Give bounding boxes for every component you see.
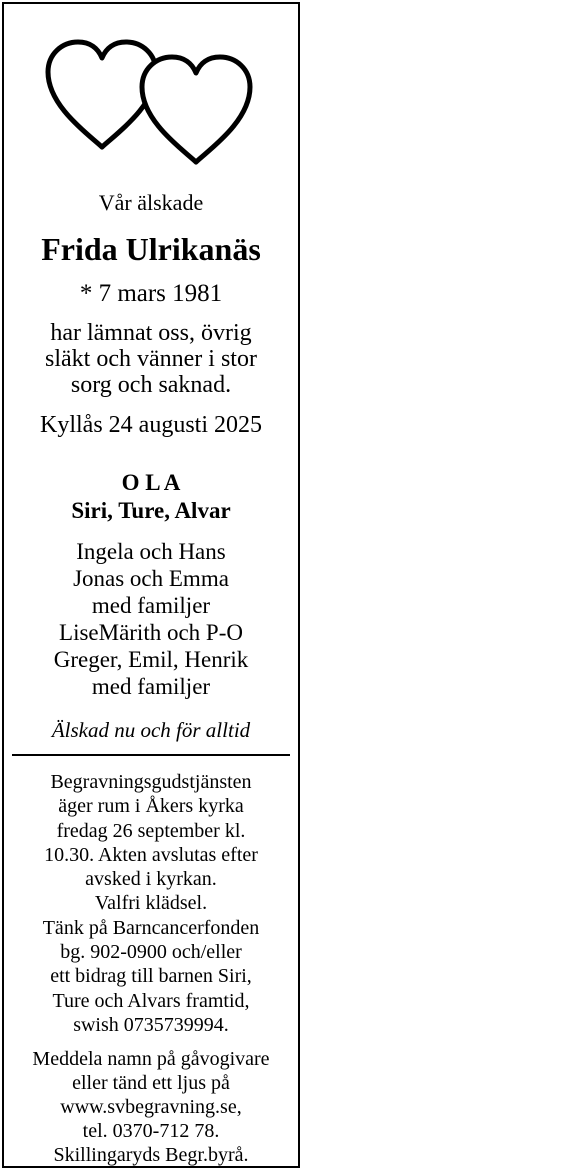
relatives-line: LiseMärith och P-O [59,620,243,645]
birth-date: * 7 mars 1981 [79,280,223,307]
contact-line: Skillingaryds Begr.byrå. [53,1144,249,1166]
relatives-line: Greger, Emil, Henrik [53,647,249,672]
nearest-line: Siri, Ture, Alvar [71,498,231,523]
funeral-line: bg. 902-0900 och/eller [60,941,242,964]
funeral-line: 10.30. Akten avslutas efter [44,843,258,866]
heart-right-outline [142,57,250,162]
contact-line: tel. 0370-712 78. [82,1120,220,1142]
relatives-line: Jonas och Emma [73,566,229,591]
divider [12,754,290,756]
nearest-family [4,469,298,525]
relatives-line: med familjer [91,674,211,699]
relatives-line: med familjer [91,593,211,618]
relatives [4,538,298,700]
funeral-line: Tänk på Barncancerfonden [42,916,260,939]
contact-line: www.svbegravning.se, [60,1096,242,1118]
deceased-name: Frida Ulrikanäs [41,231,261,267]
funeral-line: Ture och Alvars framtid, [52,989,250,1012]
funeral-info [4,770,298,1037]
hearts-icon [44,36,264,168]
message-line: släkt och vänner i stor [45,346,257,372]
contact-line: eller tänd ett ljus på [72,1072,230,1094]
funeral-line: äger rum i Åkers kyrka [58,795,244,818]
contact-line: Meddela namn på gåvogivare [32,1048,270,1070]
motto: Älskad nu och för alltid [51,718,251,742]
funeral-line: Valfri klädsel. [94,892,208,915]
heart-left-outline [48,42,156,147]
message-line: sorg och saknad. [70,372,232,398]
funeral-line: avsked i kyrkan. [85,868,217,891]
funeral-line: fredag 26 september kl. [56,819,246,842]
contact-info [4,1047,298,1167]
funeral-line: Begravningsgudstjänsten [50,771,252,793]
message [4,320,298,398]
message-line: har lämnat oss, övrig [50,320,252,346]
nearest-line: O L A [121,470,181,495]
funeral-line: swish 0735739994. [73,1013,229,1036]
intro-text: Vår älskade [98,190,204,215]
relatives-line: Ingela och Hans [76,539,226,564]
funeral-line: ett bidrag till barnen Siri, [50,965,252,988]
place-date: Kyllås 24 augusti 2025 [40,412,262,438]
death-notice [2,2,300,1168]
